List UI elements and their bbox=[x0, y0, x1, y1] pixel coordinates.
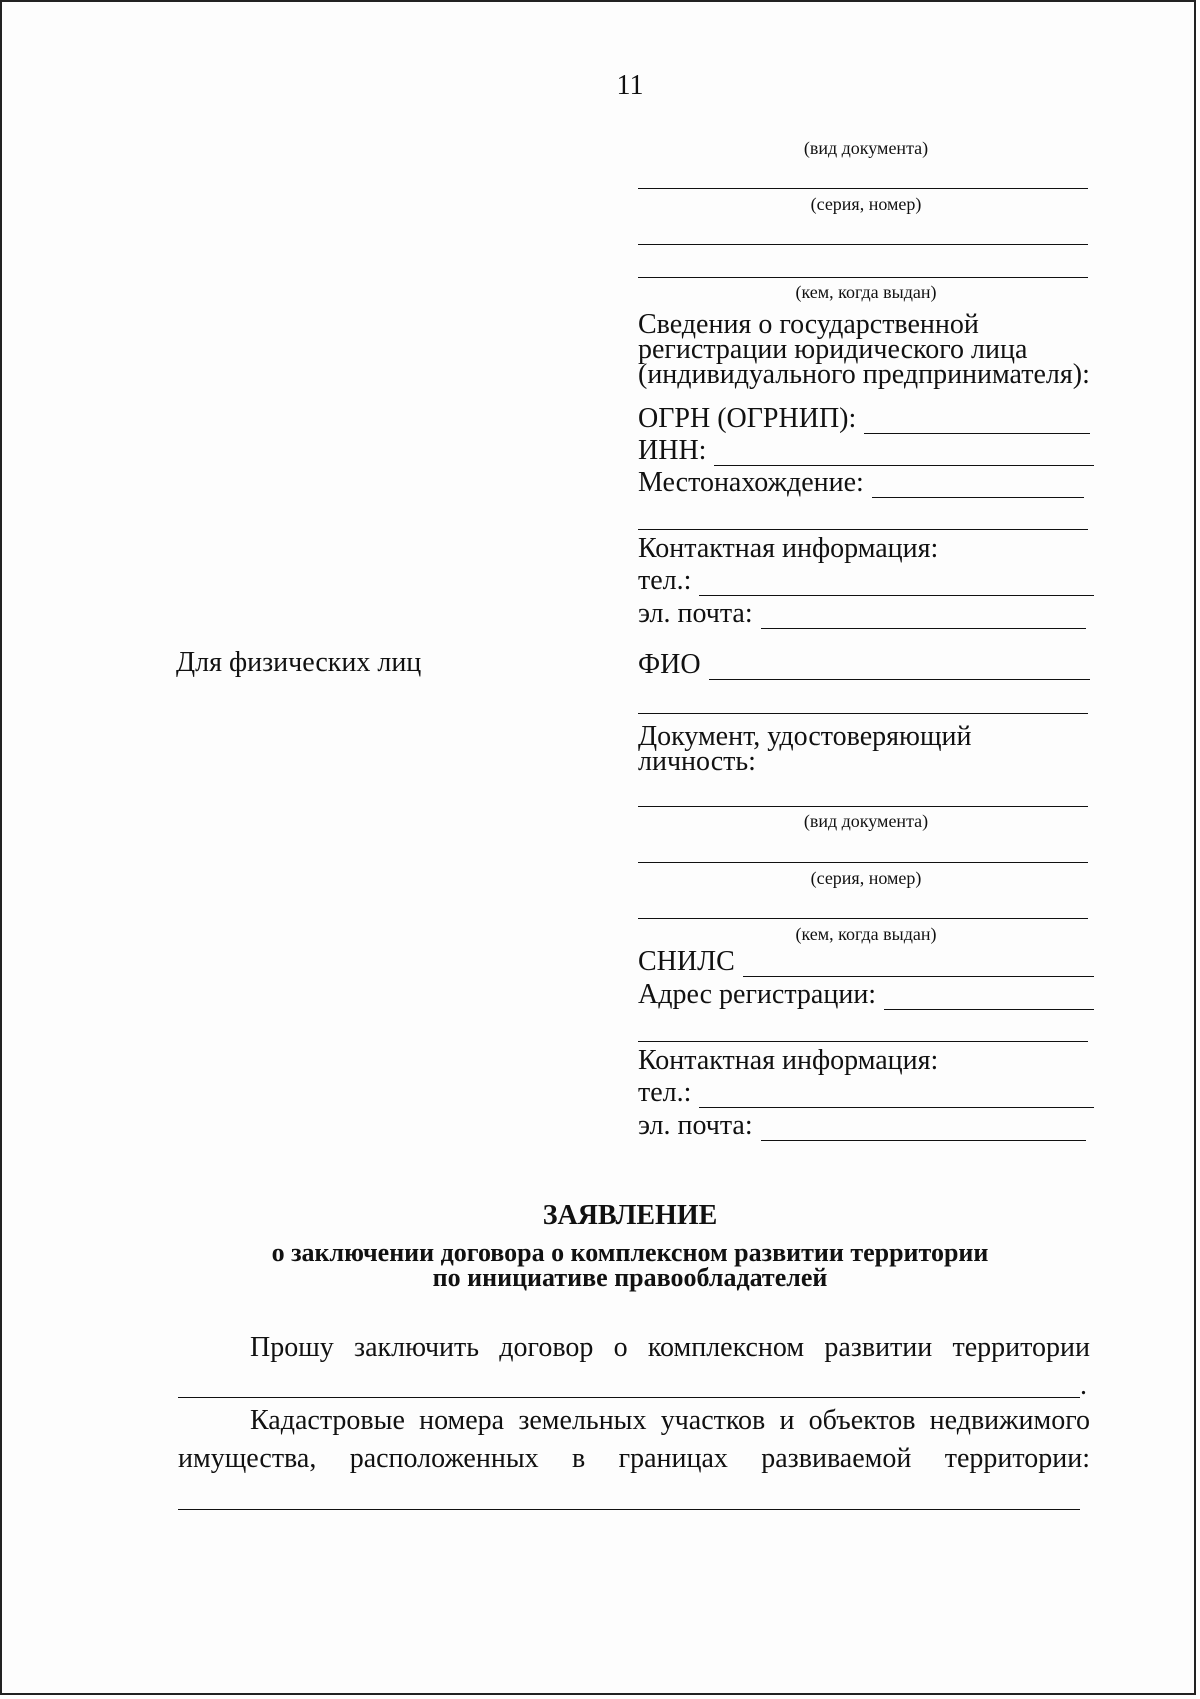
ind-series-number-line[interactable] bbox=[638, 862, 1088, 863]
snils-label: СНИЛС bbox=[638, 946, 735, 977]
statement-title: ЗАЯВЛЕНИЕ bbox=[542, 1200, 718, 1231]
fio-field[interactable] bbox=[638, 650, 1090, 680]
legal-email-label: эл. почта: bbox=[638, 598, 753, 629]
address-label: Адрес регистрации: bbox=[638, 979, 877, 1010]
legal-phone-field[interactable] bbox=[638, 566, 1094, 596]
ind-phone-field[interactable] bbox=[638, 1078, 1094, 1108]
address-field[interactable] bbox=[638, 980, 1094, 1010]
para1-end-period: . bbox=[1080, 1370, 1087, 1401]
caption-issued-by: (кем, когда выдан) bbox=[795, 282, 937, 302]
statement-subtitle-2: по инициативе правообладателей bbox=[432, 1263, 828, 1292]
ind-email-field[interactable] bbox=[638, 1111, 1086, 1141]
issued-by-line-1[interactable] bbox=[638, 244, 1088, 245]
ind-caption-doc-type: (вид документа) bbox=[803, 811, 929, 831]
address-input[interactable] bbox=[884, 987, 1094, 1010]
series-number-line[interactable] bbox=[638, 188, 1088, 189]
fio-label: ФИО bbox=[638, 649, 701, 680]
id-doc-heading: Документ, удостоверяющий личность: bbox=[638, 721, 972, 777]
fio-input[interactable] bbox=[709, 657, 1090, 680]
legal-phone-label: тел.: bbox=[638, 565, 692, 596]
para2-line-2: имущества, расположенных в границах развиваемой территории: bbox=[178, 1443, 1090, 1474]
ind-phone-label: тел.: bbox=[638, 1077, 692, 1108]
para2-line-1: Кадастровые номера земельных участков и объектов недвижимого bbox=[250, 1405, 1090, 1436]
ind-email-input[interactable] bbox=[761, 1118, 1086, 1141]
location-field[interactable] bbox=[638, 468, 1084, 498]
ogrn-field[interactable] bbox=[638, 404, 1090, 434]
statement-subtitle-1: о заключении договора о комплексном развитии территории bbox=[271, 1238, 989, 1267]
caption-series-number: (серия, номер) bbox=[810, 194, 922, 214]
location-input[interactable] bbox=[872, 475, 1084, 498]
legal-email-field[interactable] bbox=[638, 599, 1086, 629]
ind-email-label: эл. почта: bbox=[638, 1110, 753, 1141]
individuals-side-label: Для физических лиц bbox=[176, 647, 422, 678]
ind-contact-heading: Контактная информация: bbox=[638, 1045, 939, 1076]
legal-contact-heading: Контактная информация: bbox=[638, 533, 939, 564]
ind-doc-type-line[interactable] bbox=[638, 806, 1088, 807]
inn-label: ИНН: bbox=[638, 435, 707, 466]
ind-phone-input[interactable] bbox=[699, 1085, 1094, 1108]
reg-info-heading: Сведения о государственной регистрации юридического лица (индивидуального предпринимателя): bbox=[638, 309, 1090, 390]
location-line-2[interactable] bbox=[638, 529, 1088, 530]
issued-by-line-2[interactable] bbox=[638, 277, 1088, 278]
caption-doc-type: (вид документа) bbox=[803, 138, 929, 158]
address-line-2[interactable] bbox=[638, 1041, 1088, 1042]
ogrn-input[interactable] bbox=[864, 411, 1090, 434]
snils-input[interactable] bbox=[743, 954, 1094, 977]
fio-line-2[interactable] bbox=[638, 713, 1088, 714]
legal-phone-input[interactable] bbox=[699, 573, 1094, 596]
ind-caption-series-number: (серия, номер) bbox=[810, 868, 922, 888]
snils-field[interactable] bbox=[638, 947, 1094, 977]
inn-input[interactable] bbox=[714, 443, 1094, 466]
page-number: 11 bbox=[616, 70, 644, 101]
legal-email-input[interactable] bbox=[761, 606, 1086, 629]
ind-caption-issued-by: (кем, когда выдан) bbox=[795, 924, 937, 944]
ogrn-label: ОГРН (ОГРНИП): bbox=[638, 403, 857, 434]
para1-line: Прошу заключить договор о комплексном развитии территории bbox=[250, 1332, 1090, 1363]
cadastral-input-line[interactable] bbox=[178, 1509, 1080, 1510]
territory-input-line[interactable] bbox=[178, 1397, 1080, 1398]
ind-issued-by-line[interactable] bbox=[638, 918, 1088, 919]
inn-field[interactable] bbox=[638, 436, 1094, 466]
location-label: Местонахождение: bbox=[638, 467, 864, 498]
